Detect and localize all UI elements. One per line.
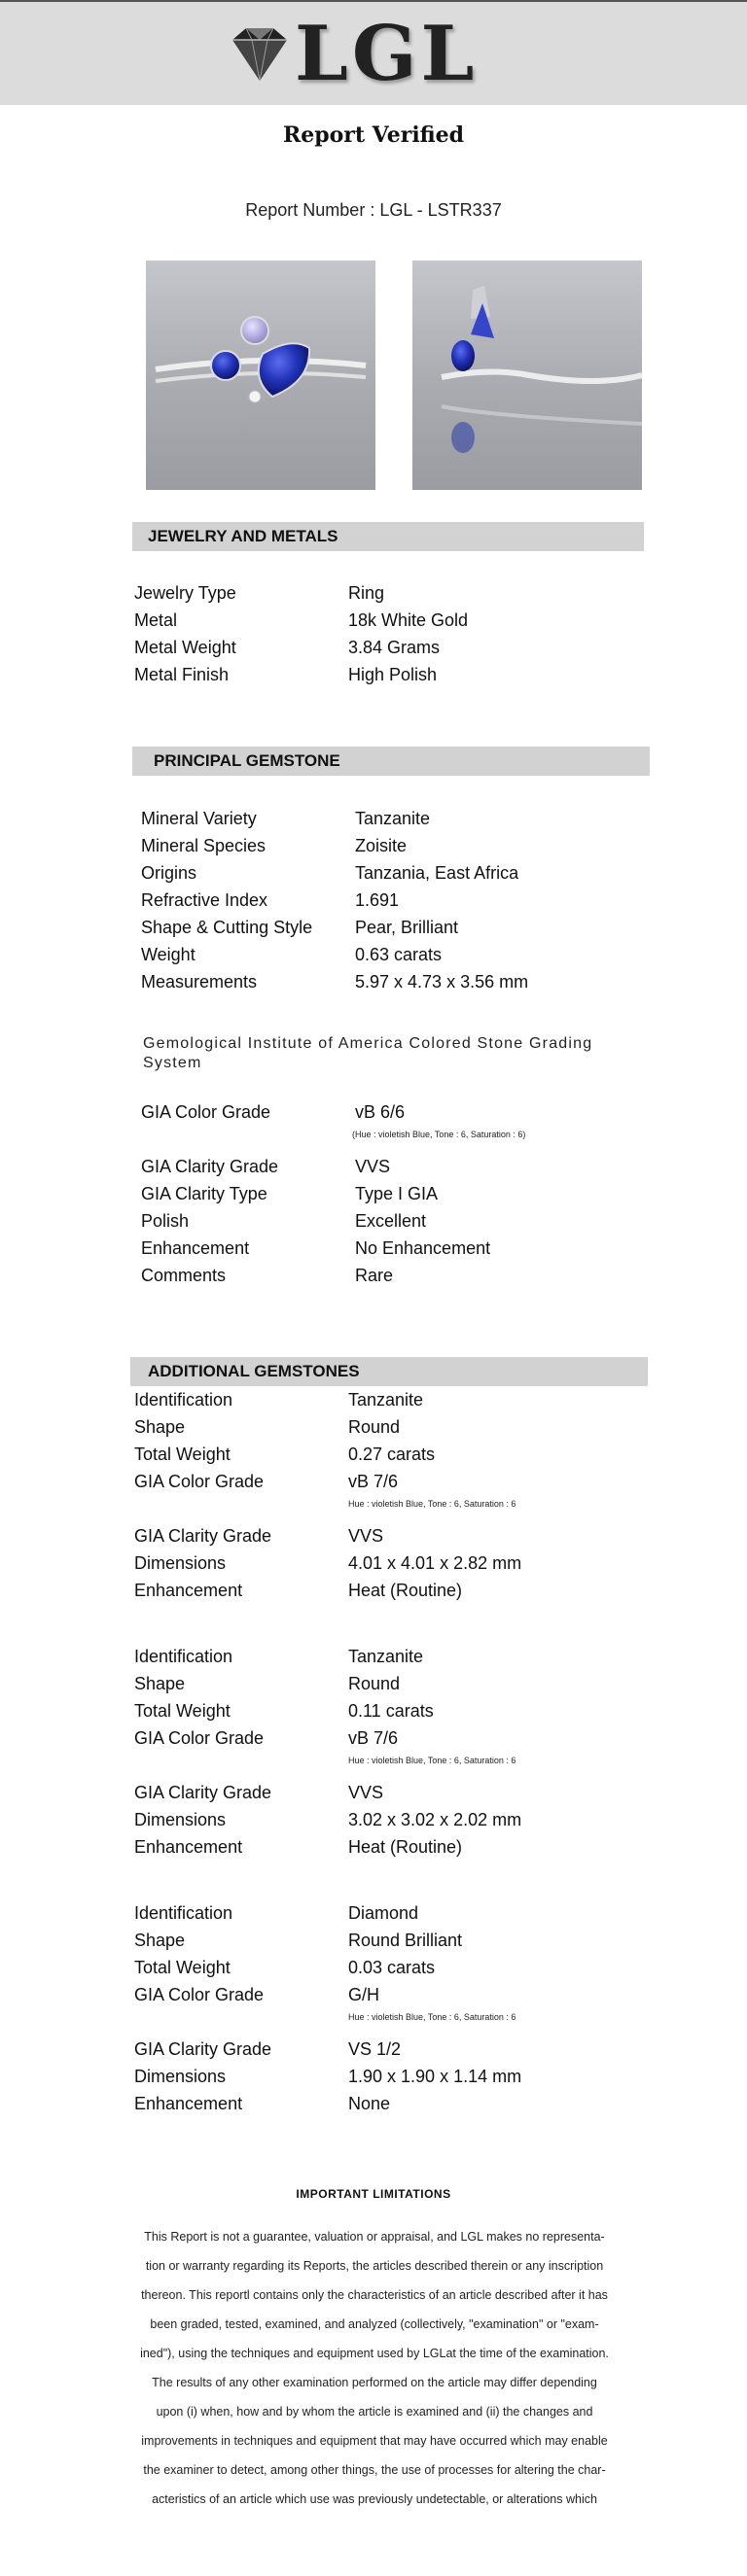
stone-label: Total Weight [134,1958,231,1977]
principal-label: Weight [141,945,196,964]
stone-label: Identification [134,1390,233,1410]
stone-value: Round [348,1674,401,1693]
diamond-icon [229,26,291,83]
stone-value: 4.01 x 4.01 x 2.82 mm [348,1553,522,1573]
stone-value: 0.27 carats [348,1445,436,1464]
stone-value: Heat (Routine) [348,1837,463,1857]
stone-label: GIA Clarity Grade [134,2039,272,2059]
stone-label: Shape [134,1674,186,1693]
stone-value: 0.11 carats [348,1701,434,1721]
stone-value: 1.90 x 1.90 x 1.14 mm [348,2067,522,2086]
principal-value: Rare [355,1266,394,1285]
limitations-line: the examiner to detect, among other things, the use of processes for altering the char- [143,2463,606,2477]
limitations-line: tion or warranty regarding its Reports, the articles described therein or any inscription [145,2259,604,2273]
stone-label: Identification [134,1647,233,1666]
principal-label: Enhancement [141,1238,250,1258]
stone-value: vB 7/6 [348,1728,399,1748]
section-heading-additional: ADDITIONAL GEMSTONES [130,1357,648,1386]
limitations-line: thereon. This reportl contains only the characteristics of an article described after it has [141,2288,608,2302]
stone-label: Enhancement [134,1581,243,1600]
stone-label: Identification [134,1903,233,1923]
stone-value: None [348,2094,391,2113]
limitations-line: This Report is not a guarantee, valuation or appraisal, and LGL makes no representa- [144,2230,605,2244]
stone-label: GIA Clarity Grade [134,1526,272,1546]
principal-value: Excellent [355,1211,427,1231]
principal-label: Comments [141,1266,227,1285]
metal-weight-label: Metal Weight [134,638,236,657]
principal-label: GIA Clarity Grade [141,1157,279,1176]
logo-text: LGL [295,10,479,98]
principal-value: Pear, Brilliant [355,918,459,937]
stone-value: VVS [348,1783,384,1802]
stone-value: Diamond [348,1903,419,1923]
stone-label: GIA Color Grade [134,1728,265,1748]
limitations-heading: IMPORTANT LIMITATIONS [296,2187,451,2201]
stone-value: G/H [348,1985,380,2004]
stone-label: Total Weight [134,1701,231,1721]
principal-label: Measurements [141,972,258,992]
principal-label: Shape & Cutting Style [141,918,313,937]
gia-system-title-line: System [143,1055,202,1071]
ring-photo-side [412,261,642,490]
stone-value: Round Brilliant [348,1931,463,1950]
stone-label: GIA Color Grade [134,1472,265,1491]
gia-color-grade-note: (Hue : violetish Blue, Tone : 6, Saturation : 6) [352,1130,526,1139]
limitations-line: upon (i) when, how and by whom the article is examined and (ii) the changes and [156,2405,593,2419]
stone-color-note: Hue : violetish Blue, Tone : 6, Saturation : 6 [348,1756,516,1765]
stone-label: GIA Color Grade [134,1985,265,2004]
stone-value: 0.03 carats [348,1958,436,1977]
stone-value: Tanzanite [348,1390,424,1410]
principal-label: GIA Clarity Type [141,1184,267,1203]
stone-value: vB 7/6 [348,1472,399,1491]
stone-label: GIA Clarity Grade [134,1783,272,1802]
principal-value: 5.97 x 4.73 x 3.56 mm [355,972,529,992]
gia-system-title [143,1034,610,1073]
principal-value: Tanzania, East Africa [355,863,519,883]
lgl-logo [229,10,479,98]
stone-label: Shape [134,1417,186,1437]
limitations-line: acteristics of an article which use was previously undetectable, or alterations which [152,2492,597,2506]
metal-weight-value: 3.84 Grams [348,638,441,657]
stone-label: Enhancement [134,2094,243,2113]
stone-label: Total Weight [134,1445,231,1464]
principal-value: 1.691 [355,890,400,910]
stone-value: Tanzanite [348,1647,424,1666]
limitations-line: ined"), using the techniques and equipment used by LGLat the time of the examination. [140,2347,609,2360]
metal-label: Metal [134,610,178,630]
principal-label: Mineral Variety [141,809,257,828]
principal-label: Polish [141,1211,190,1231]
principal-value: Type I GIA [355,1184,439,1203]
stone-value: VVS [348,1526,384,1546]
principal-label: Origins [141,863,197,883]
stone-label: Enhancement [134,1837,243,1857]
stone-value: 3.02 x 3.02 x 2.02 mm [348,1810,522,1829]
stone-label: Shape [134,1931,186,1950]
jewelry-type-label: Jewelry Type [134,583,236,603]
gia-system-title-line: Gemological Institute of America Colored Stone Grading [143,1035,593,1052]
page-title: Report Verified [282,122,465,148]
principal-value: VVS [355,1157,391,1176]
principal-value: No Enhancement [355,1238,491,1258]
metal-finish-label: Metal Finish [134,665,230,684]
principal-label: Mineral Species [141,836,267,855]
stone-color-note: Hue : violetish Blue, Tone : 6, Saturation : 6 [348,1499,516,1509]
metal-finish-value: High Polish [348,665,438,684]
gia-color-grade-value: vB 6/6 [355,1102,406,1122]
stone-label: Dimensions [134,1553,227,1573]
metal-value: 18k White Gold [348,610,469,630]
stone-color-note: Hue : violetish Blue, Tone : 6, Saturation : 6 [348,2012,516,2022]
ring-photo-front [146,261,375,490]
stone-value: VS 1/2 [348,2039,402,2059]
stone-label: Dimensions [134,2067,227,2086]
gia-color-grade-label: GIA Color Grade [141,1102,271,1122]
principal-value: Tanzanite [355,809,431,828]
stone-value: Heat (Routine) [348,1581,463,1600]
stone-value: Round [348,1417,401,1437]
header-banner [0,0,747,105]
principal-label: Refractive Index [141,890,268,910]
stone-label: Dimensions [134,1810,227,1829]
report-number: Report Number : LGL - LSTR337 [245,200,502,220]
principal-value: Zoisite [355,836,408,855]
limitations-line: been graded, tested, examined, and analyzed (collectively, "examination" or "exam- [150,2317,599,2331]
limitations-line: improvements in techniques and equipment that may have occurred which may enable [141,2434,608,2448]
jewelry-type-value: Ring [348,583,385,603]
section-heading-jewelry: JEWELRY AND METALS [132,522,644,551]
section-heading-principal: PRINCIPAL GEMSTONE [132,747,650,776]
limitations-line: The results of any other examination performed on the article may differ depending [152,2376,597,2389]
principal-value: 0.63 carats [355,945,443,964]
